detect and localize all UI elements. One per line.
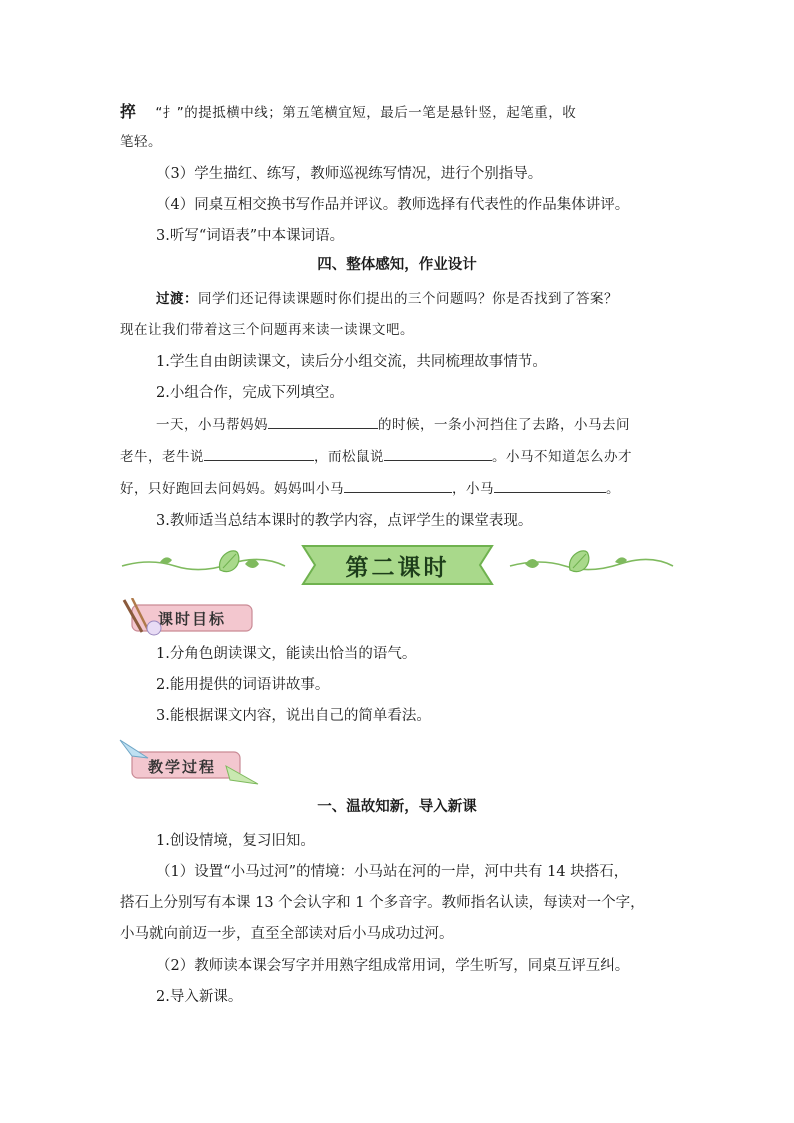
process-label: 教学过程 <box>148 758 217 776</box>
process-sticker <box>118 736 260 788</box>
stroke-note-line-1 <box>120 96 675 129</box>
blank-2[interactable] <box>204 446 314 461</box>
section-4-item-1: 1.学生自由朗读课文，读后分小组交流，共同梳理故事情节。 <box>156 354 547 370</box>
goal-3: 3.能根据课文内容，说出自己的简单看法。 <box>156 708 431 724</box>
stroke-note-text: “扌”的提抵横中线；第五笔横宜短，最后一笔是悬针竖，起笔重，收 <box>155 105 577 121</box>
blank-3[interactable] <box>384 446 492 461</box>
step-dictation: 3.听写“词语表”中本课词语。 <box>156 228 345 244</box>
fill-text-5: 。小马不知道怎么办才 <box>492 449 632 465</box>
lesson-banner-title: 第二课时 <box>345 555 450 581</box>
process-item-2: 2.导入新课。 <box>156 989 243 1005</box>
fill-text-6: 好，只好跑回去问妈妈。妈妈叫小马 <box>120 481 344 497</box>
transition-label: 过渡： <box>156 291 198 307</box>
blank-1[interactable] <box>268 414 378 429</box>
blank-4[interactable] <box>344 478 452 493</box>
section-4-item-3: 3.教师适当总结本课时的教学内容，点评学生的课堂表现。 <box>156 513 533 529</box>
goal-2: 2.能用提供的词语讲故事。 <box>156 677 330 693</box>
lesson-banner <box>120 540 675 590</box>
process-sub-1-line-2: 搭石上分别写有本课 13 个会认字和 1 个多音字。教师指名认读，每读对一个字， <box>120 895 645 911</box>
fill-text-3: 老牛，老牛说 <box>120 449 204 465</box>
process-sub-1-line-1: （1）设置“小马过河”的情境：小马站在河的一岸，河中共有 14 块搭石， <box>156 864 629 880</box>
process-item-1: 1.创设情境，复习旧知。 <box>156 833 315 849</box>
fill-line-1 <box>120 410 675 441</box>
transition-text-1: 同学们还记得读课题时你们提出的三个问题吗？你是否找到了答案？ <box>198 291 618 307</box>
goal-1: 1.分角色朗读课文，能读出恰当的语气。 <box>156 646 417 662</box>
transition-line-1 <box>120 284 675 315</box>
fill-line-3 <box>120 474 675 505</box>
step-4: （4）同桌互相交换书写作品并评议。教师选择有代表性的作品集体讲评。 <box>156 197 630 213</box>
process-heading: 一、温故知新，导入新课 <box>317 798 477 815</box>
fill-text-8: 。 <box>606 481 620 497</box>
target-character: 捽 <box>120 102 137 121</box>
stroke-note-line-2: 笔轻。 <box>120 134 162 150</box>
fill-text-1: 一天，小马帮妈妈 <box>156 417 268 433</box>
section-4-item-2: 2.小组合作，完成下列填空。 <box>156 385 344 401</box>
goals-label: 课时目标 <box>158 610 227 628</box>
fill-text-2: 的时候，一条小河挡住了去路，小马去问 <box>378 417 630 433</box>
fill-line-2 <box>120 442 675 473</box>
fill-text-4: ，而松鼠说 <box>314 449 384 465</box>
process-sub-1-line-3: 小马就向前迈一步，直至全部读对后小马成功过河。 <box>120 926 454 942</box>
blank-5[interactable] <box>494 478 606 493</box>
goals-sticker <box>118 598 258 638</box>
step-3: （3）学生描红、练写，教师巡视练写情况，进行个别指导。 <box>156 166 543 182</box>
process-sub-2: （2）教师读本课会写字并用熟字组成常用词，学生听写，同桌互评互纠。 <box>156 958 630 974</box>
section-4-heading: 四、整体感知，作业设计 <box>317 256 477 273</box>
transition-line-2: 现在让我们带着这三个问题再来读一读课文吧。 <box>120 322 414 338</box>
fill-text-7: ，小马 <box>452 481 494 497</box>
